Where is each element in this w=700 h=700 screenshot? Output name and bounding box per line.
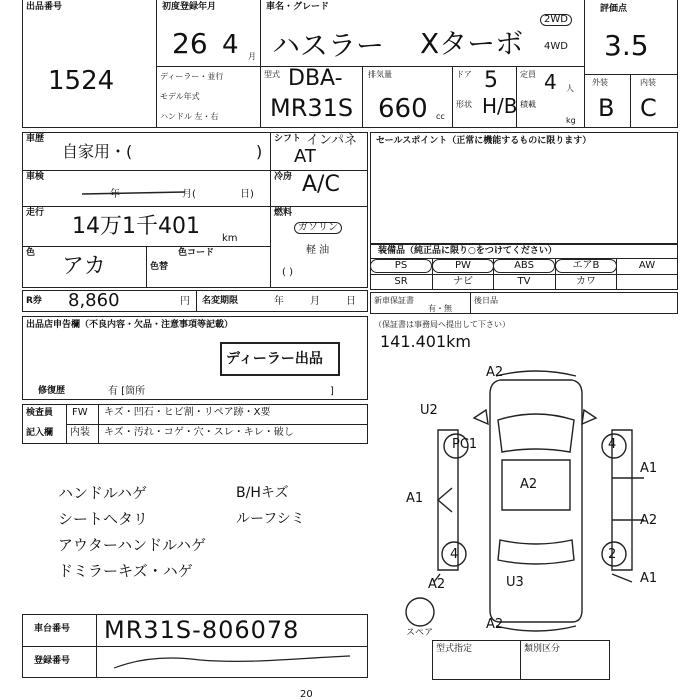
div: [156, 66, 584, 67]
damage-mark: A2: [428, 577, 446, 592]
equip-label: 装備品（純正品に限り○をつけてください）: [378, 246, 557, 256]
color-value: アカ: [62, 254, 106, 279]
model-name: ハスラー: [272, 29, 385, 62]
chassis-value: MR31S-806078: [104, 616, 300, 644]
ac-value: A/C: [302, 172, 340, 197]
type-code: MR31S: [270, 94, 354, 122]
ac-label: 冷房: [274, 172, 293, 182]
doors-value: 5: [484, 68, 498, 93]
model-grade: Xターボ: [420, 27, 524, 60]
score-ext-label: 外装: [592, 78, 608, 87]
fw-legend: キズ・凹石・ヒビ割・リペア跡・X要: [104, 407, 271, 418]
equip-item: エアB: [555, 259, 617, 273]
equip-item: TV: [517, 276, 531, 287]
fuel-value: ガソリン: [294, 222, 342, 234]
damage-mark: PC1: [452, 437, 478, 452]
div: [22, 170, 368, 171]
inspection-day: 日): [240, 189, 254, 200]
right-mirror: [582, 410, 596, 424]
history-label: 車歴: [26, 134, 45, 144]
score-ext-value: B: [598, 94, 615, 122]
warranty-value: 有・無: [428, 304, 452, 313]
regno-scribble: [110, 650, 360, 674]
name-change-m: 月: [310, 296, 320, 307]
handle-label: ハンドル 左・右: [160, 112, 219, 121]
fw-label: FW: [72, 407, 88, 418]
damage-mark: U3: [506, 575, 524, 590]
warranty-frame: [370, 292, 678, 314]
disp-unit: cc: [436, 112, 445, 121]
shift-at: AT: [294, 146, 316, 167]
damage-mark: U2: [420, 403, 438, 418]
repair-value: 有 [箇所: [108, 386, 146, 397]
note-line: ハンドルハゲ: [58, 484, 147, 502]
entry-label: 記入欄: [26, 428, 54, 438]
equip-item: PW: [432, 259, 494, 273]
capacity-label: 定員: [520, 70, 536, 79]
shape-label: 形状: [456, 100, 472, 109]
div: [470, 292, 471, 314]
first-reg-month: 4: [222, 30, 239, 60]
equip-item: カワ: [576, 276, 596, 287]
mileage-unit: km: [222, 233, 238, 244]
load-label: 積載: [520, 100, 536, 109]
div: [156, 0, 157, 128]
after-label: 後日品: [474, 296, 498, 305]
spare-label: スペア: [406, 628, 434, 638]
fuel-alt: 軽 油: [306, 245, 330, 256]
damage-mark: 4: [450, 547, 459, 562]
car-diagram: [400, 360, 680, 640]
warranty-note: （保証書は事務局へ提出して下さい）: [374, 320, 510, 329]
div: [270, 206, 368, 207]
disp-label: 排気量: [368, 70, 392, 79]
left-mirror: [474, 410, 488, 424]
capacity-unit: 人: [566, 84, 574, 93]
color-change-label: 色替: [150, 262, 169, 272]
rear-bumper: [496, 626, 576, 631]
history-close: ): [256, 142, 263, 161]
form-label-2: 類別区分: [524, 644, 561, 654]
score-value: 3.5: [604, 29, 649, 62]
first-reg-month-unit: 月: [248, 52, 256, 61]
tax-value: 8,860: [68, 290, 120, 311]
repair-label: 修復歴: [38, 386, 66, 396]
div: [584, 0, 585, 128]
front-bumper: [496, 371, 576, 376]
note-line: ルーフシミ: [236, 511, 305, 527]
drive-4wd: 4WD: [544, 41, 568, 52]
damage-mark: 2: [608, 547, 617, 562]
mileage-label: 走行: [26, 208, 45, 218]
damage-mark: A2: [640, 513, 658, 528]
mileage-note: 141.401km: [380, 332, 472, 351]
damage-mark: A2: [486, 365, 504, 380]
lot-label: 出品番号: [26, 2, 63, 12]
chassis-label: 車台番号: [34, 624, 71, 634]
name-change-label: 名変期限: [202, 296, 239, 306]
rear-window: [498, 540, 574, 564]
damage-mark: A1: [640, 461, 658, 476]
color-code-label: 色コード: [178, 248, 215, 258]
shape-value: H/B: [482, 94, 518, 118]
first-reg-label: 初度登録年月: [162, 2, 217, 12]
car-outline: [490, 380, 582, 622]
repair-close: ]: [330, 386, 334, 397]
disp-value: 660: [378, 94, 428, 124]
div: [362, 66, 363, 128]
div: [196, 290, 197, 312]
type-label: 型式: [264, 70, 280, 79]
first-reg-year: 26: [172, 27, 208, 60]
damage-mark: A2: [520, 477, 538, 492]
dealer-stamp: ディーラー出品: [226, 351, 323, 367]
windshield: [498, 414, 574, 452]
div: [66, 424, 368, 425]
note-line: B/Hキズ: [236, 485, 289, 501]
name-change-y: 年: [274, 296, 284, 307]
sales-label: セールスポイント（正常に機能するものに限ります）: [376, 136, 592, 146]
model-label: 車名・グレード: [266, 2, 330, 12]
mileage-value: 14万1千401: [72, 214, 200, 239]
spare-circle: [406, 598, 434, 626]
name-change-d: 日: [346, 296, 356, 307]
note-line: アウターハンドルハゲ: [58, 536, 207, 554]
inspection-strike: [80, 188, 190, 198]
load-unit: kg: [566, 116, 576, 125]
color-label: 色: [26, 248, 36, 258]
history-value: 自家用・(: [62, 142, 133, 161]
tax-unit: 円: [180, 296, 190, 307]
warranty-label: 新車保証書: [374, 296, 414, 305]
doors-label: ドア: [456, 70, 472, 79]
report-label: 出品店申告欄（不良内容・欠品・注意事項等記載）: [26, 320, 234, 330]
footer-number: 20: [300, 689, 313, 700]
tax-label: R券: [26, 296, 42, 306]
inspection-label: 車検: [26, 172, 45, 182]
div: [22, 646, 368, 647]
damage-mark: A2: [486, 617, 504, 632]
type-prefix: DBA-: [288, 66, 343, 91]
score-int-value: C: [640, 94, 657, 122]
div: [584, 74, 678, 75]
model-year-label: モデル年式: [160, 92, 200, 101]
div: [260, 0, 261, 128]
shift-type: インパネ: [306, 133, 358, 148]
interior-legend: キズ・汚れ・コゲ・穴・スレ・キレ・破し: [104, 427, 294, 438]
form-label-1: 型式指定: [436, 644, 473, 654]
equip-item: ナビ: [453, 276, 473, 287]
div: [22, 206, 270, 207]
inspector-label: 検査員: [26, 408, 54, 418]
damage-mark: A1: [406, 491, 424, 506]
shift-label: シフト: [274, 134, 302, 144]
drive-2wd: 2WD: [540, 14, 572, 26]
equip-item: SR: [394, 276, 408, 287]
sales-frame: [370, 132, 678, 244]
damage-mark: A1: [640, 571, 658, 586]
dealer-label: ディーラー・並行: [160, 72, 224, 81]
equip-item: AW: [638, 260, 656, 271]
interior-label: 内装: [70, 427, 90, 438]
note-line: ドミラーキズ・ハゲ: [58, 562, 193, 580]
note-line: シートヘタリ: [58, 510, 149, 528]
div: [452, 66, 453, 128]
regno-label: 登録番号: [34, 656, 71, 666]
lot-number: 1524: [48, 66, 115, 96]
div: [270, 132, 271, 288]
fuel-label: 燃料: [274, 208, 293, 218]
div: [630, 74, 631, 128]
damage-mark: 4: [608, 437, 617, 452]
div: [520, 640, 521, 680]
div: [146, 246, 147, 288]
fuel-paren: ( ): [282, 267, 293, 278]
score-int-label: 内装: [640, 78, 656, 87]
inspection-month: 月(: [182, 189, 196, 200]
inspection-year: 年: [110, 189, 120, 200]
score-label: 評価点: [600, 4, 628, 14]
capacity-value: 4: [544, 70, 557, 94]
equip-item: ABS: [493, 259, 555, 273]
equip-item: PS: [370, 259, 432, 273]
